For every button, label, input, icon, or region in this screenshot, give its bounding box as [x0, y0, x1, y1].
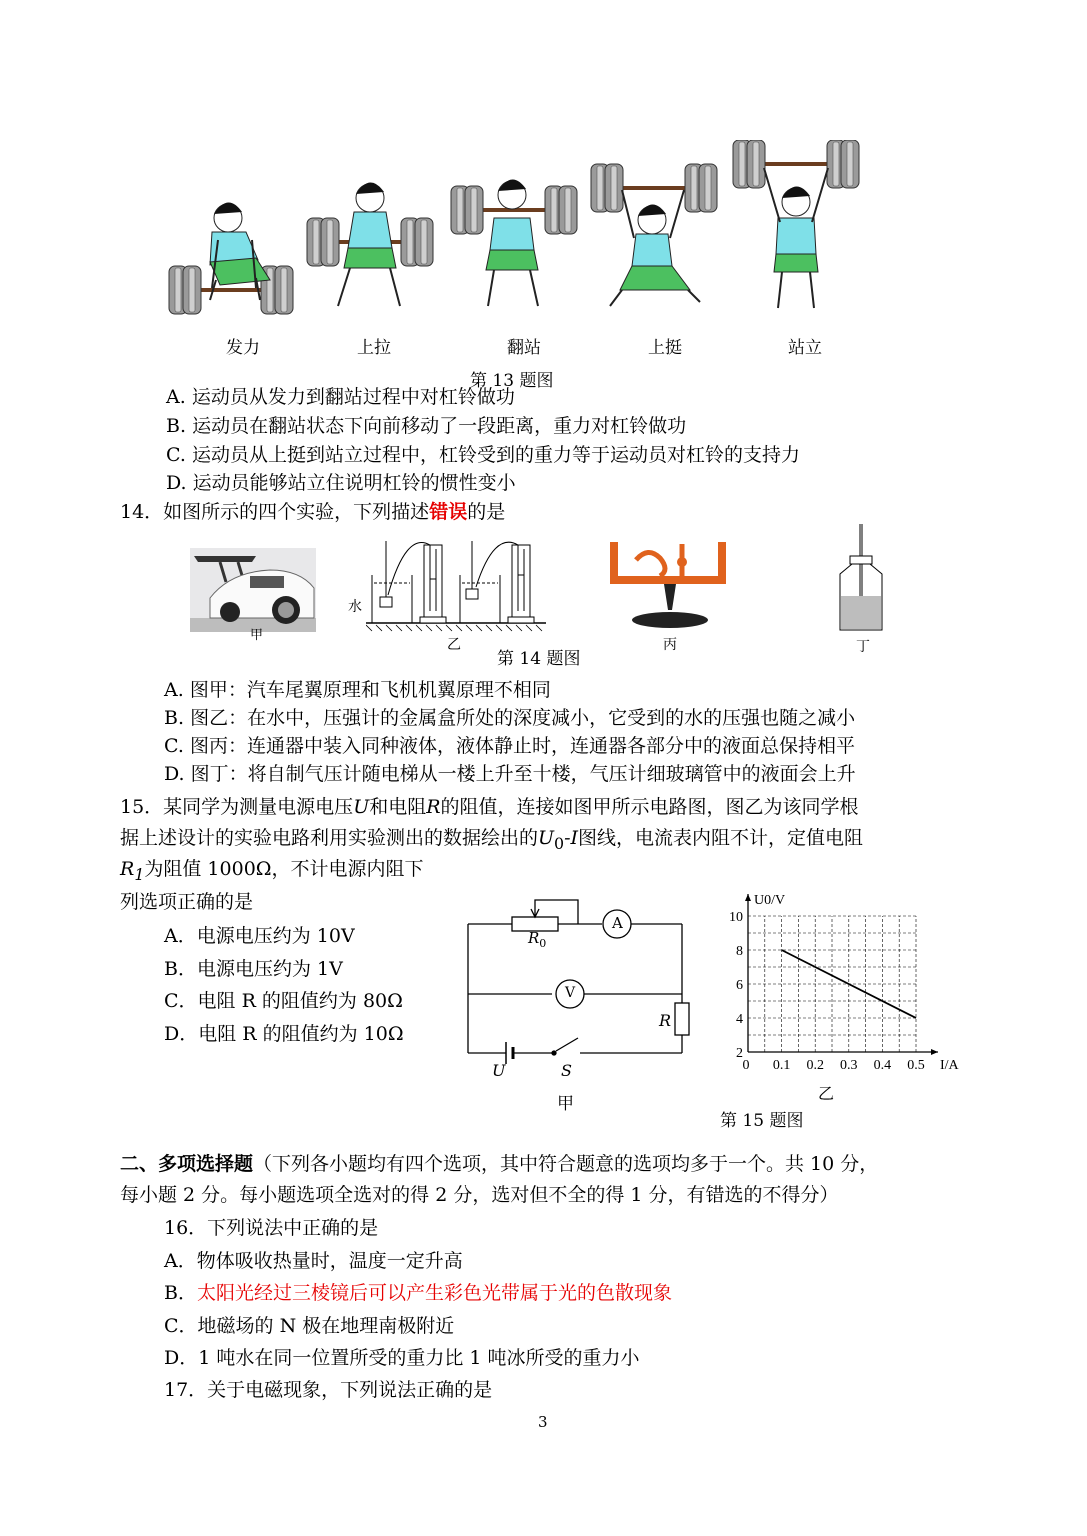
lifter-4: [591, 164, 717, 306]
y-axis-arrow: [745, 894, 751, 901]
barometer-bottle-figure: [832, 522, 888, 634]
q15-line2: 据上述设计的实验电路利用实验测出的数据绘出的$U_0-I$图线，电流表内阻不计，定值电阻: [120, 827, 864, 853]
lifter-3: [451, 179, 577, 306]
q15-line1: 15．某同学为测量电源电压U和电阻R的阻值，连接如图甲所示电路图，图乙为该同学根: [120, 796, 859, 818]
q15-caption: 第 15 题图: [720, 1111, 804, 1131]
y-tick-label: 10: [729, 910, 743, 925]
label-r: R: [659, 1011, 672, 1030]
q14-stem: 14．如图所示的四个实验，下列描述错误的是: [120, 501, 506, 523]
car-spoiler-image: [190, 548, 316, 632]
x-tick-label: 0: [742, 1058, 750, 1073]
lifter-1: [169, 202, 293, 314]
circuit-diagram: [462, 890, 697, 1080]
y-axis-label: U0/V: [754, 893, 786, 908]
q15-line4: 列选项正确的是: [120, 891, 254, 913]
q15-option-b: B．电源电压约为 1V: [164, 958, 343, 980]
ammeter-label: A: [612, 914, 623, 932]
label-graph-yi: 乙: [818, 1084, 835, 1103]
q16-stem: 16．下列说法中正确的是: [164, 1217, 379, 1239]
q14-caption: 第 14 题图: [497, 649, 581, 669]
x-tick-label: 0.4: [873, 1058, 892, 1073]
x-tick-label: 0.3: [840, 1058, 858, 1073]
x-tick-label: 0.1: [772, 1058, 791, 1073]
section2-heading: 二、多项选择题（下列各小题均有四个选项，其中符合题意的选项均多于一个。共 10 分，: [120, 1153, 879, 1175]
q15-option-c: C．电阻 R 的阻值约为 80Ω: [164, 990, 403, 1012]
label-zhanli: 站立: [788, 338, 822, 358]
q14-option-b: B. 图乙：在水中，压强计的金属盒所处的深度减小，它受到的水的压强也随之减小: [164, 707, 856, 729]
label-yi: 乙: [447, 637, 461, 653]
q13-option-d: D. 运动员能够站立住说明杠铃的惯性变小: [166, 472, 516, 494]
y-tick-label: 8: [736, 944, 743, 959]
label-r0: $R_0$: [528, 929, 547, 950]
q13-option-c: C. 运动员从上挺到站立过程中，杠铃受到的重力等于运动员对杠铃的支持力: [166, 444, 800, 466]
voltmeter-label: V: [565, 985, 576, 1001]
q14-option-d: D. 图丁：将自制气压计随电梯从一楼上升至十楼，气压计细玻璃管中的液面会上升: [164, 763, 856, 785]
q13-option-a: A. 运动员从发力到翻站过程中对杠铃做功: [166, 386, 515, 408]
x-axis-label: I/A: [940, 1058, 959, 1073]
label-shangla: 上拉: [357, 338, 391, 358]
y-tick-label: 4: [736, 1012, 743, 1027]
lifter-2: [307, 182, 433, 306]
label-fali: 发力: [226, 338, 260, 358]
label-fanzhan: 翻站: [507, 338, 541, 358]
label-u: U: [492, 1061, 506, 1080]
label-circuit-jia: 甲: [557, 1094, 574, 1114]
q15-option-a: A．电源电压约为 10V: [164, 925, 355, 947]
q16-option-c: C．地磁场的 N 极在地理南极附近: [164, 1315, 455, 1337]
y-tick-label: 6: [736, 978, 743, 993]
q17-stem: 17．关于电磁现象，下列说法正确的是: [164, 1379, 493, 1401]
q13-caption: 第 13 题图: [470, 371, 554, 391]
q16-option-d: D．1 吨水在同一位置所受的重力比 1 吨冰所受的重力小: [164, 1347, 640, 1369]
label-ding: 丁: [856, 639, 870, 655]
weightlifting-figure: [160, 140, 880, 325]
q15-option-d: D．电阻 R 的阻值约为 10Ω: [164, 1023, 404, 1045]
q15-line3: $R_1$为阻值 1000Ω，不计电源内阻下: [120, 858, 424, 884]
q14-option-c: C. 图丙：连通器中装入同种液体，液体静止时，连通器各部分中的液面总保持相平: [164, 735, 855, 757]
label-s: S: [561, 1061, 572, 1080]
lifter-5: [733, 140, 859, 308]
label-shangting: 上挺: [648, 338, 682, 358]
y-tick-label: 2: [736, 1046, 743, 1061]
label-water: 水: [348, 599, 362, 615]
pressure-gauge-figure: [366, 535, 546, 635]
q16-option-b: B．太阳光经过三棱镜后可以产生彩色光带属于光的色散现象: [164, 1282, 672, 1304]
q13-option-b: B. 运动员在翻站状态下向前移动了一段距离，重力对杠铃做功: [166, 415, 687, 437]
section2-desc: 每小题 2 分。每小题选项全选对的得 2 分，选对但不全的得 1 分，有错选的不得分）: [120, 1184, 839, 1206]
u0-i-graph: [718, 880, 968, 1085]
q16-option-a: A．物体吸收热量时，温度一定升高: [164, 1250, 463, 1272]
x-axis-arrow: [931, 1049, 938, 1055]
connected-vessel-figure: [608, 540, 728, 632]
page-number: 3: [538, 1413, 548, 1431]
x-tick-label: 0.2: [806, 1058, 824, 1073]
label-jia: 甲: [250, 628, 264, 643]
q14-option-a: A. 图甲：汽车尾翼原理和飞机机翼原理不相同: [164, 679, 551, 701]
label-bing: 丙: [663, 637, 677, 653]
x-tick-label: 0.5: [907, 1058, 925, 1073]
